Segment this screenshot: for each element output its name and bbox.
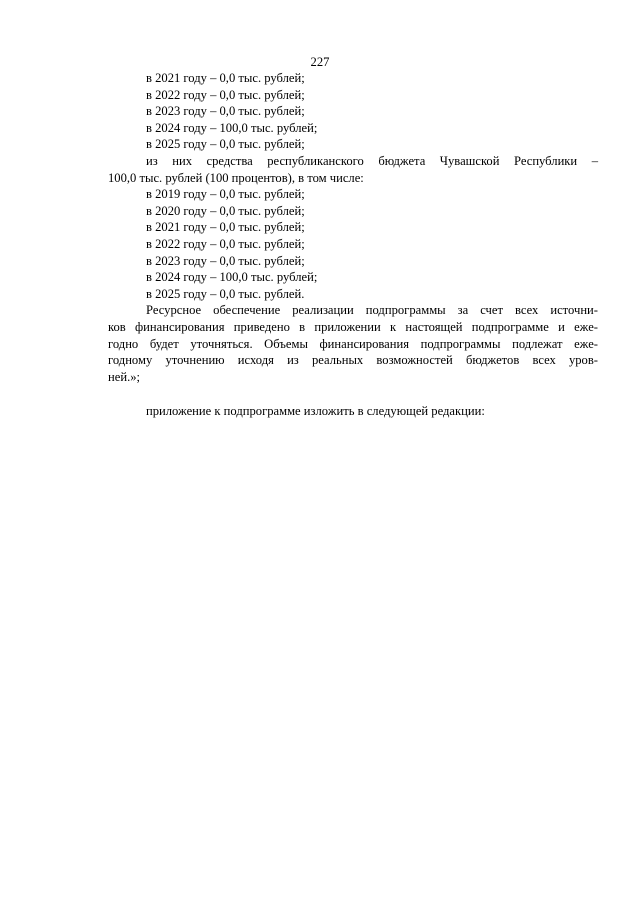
page-number: 227 bbox=[310, 55, 330, 69]
year-line: в 2019 году – 0,0 тыс. рублей; bbox=[146, 187, 305, 202]
year-line: в 2022 году – 0,0 тыс. рублей; bbox=[146, 87, 305, 102]
resources-paragraph-line: ков финансирования приведено в приложении к настоящей подпрограмме и еже- bbox=[108, 319, 598, 334]
resources-paragraph-line: ней.»; bbox=[108, 369, 141, 384]
document-body bbox=[108, 70, 598, 420]
year-line: в 2025 году – 0,0 тыс. рублей. bbox=[146, 286, 305, 301]
year-line: в 2025 году – 0,0 тыс. рублей; bbox=[146, 137, 305, 152]
republic-budget-line: 100,0 тыс. рублей (100 процентов), в том числе: bbox=[108, 170, 364, 185]
resources-paragraph-line: годному уточнению исходя из реальных возможностей бюджетов всех уров- bbox=[108, 353, 598, 368]
resources-paragraph-line: Ресурсное обеспечение реализации подпрограммы за счет всех источни- bbox=[146, 303, 598, 318]
appendix-instruction: приложение к подпрограмме изложить в следующей редакции: bbox=[146, 404, 485, 419]
paragraph-gap bbox=[108, 385, 598, 403]
year-line: в 2022 году – 0,0 тыс. рублей; bbox=[146, 236, 305, 251]
republic-budget-line: из них средства республиканского бюджета Чувашской Республики – bbox=[146, 153, 598, 168]
year-line: в 2023 году – 0,0 тыс. рублей; bbox=[146, 253, 305, 268]
resources-paragraph-line: годно будет уточняться. Объемы финансирования подпрограммы подлежат еже- bbox=[108, 336, 598, 351]
year-line: в 2021 году – 0,0 тыс. рублей; bbox=[146, 220, 305, 235]
year-line: в 2020 году – 0,0 тыс. рублей; bbox=[146, 203, 305, 218]
year-line: в 2024 году – 100,0 тыс. рублей; bbox=[146, 120, 318, 135]
year-line: в 2021 году – 0,0 тыс. рублей; bbox=[146, 71, 305, 85]
year-line: в 2024 году – 100,0 тыс. рублей; bbox=[146, 270, 318, 285]
year-line: в 2023 году – 0,0 тыс. рублей; bbox=[146, 104, 305, 119]
